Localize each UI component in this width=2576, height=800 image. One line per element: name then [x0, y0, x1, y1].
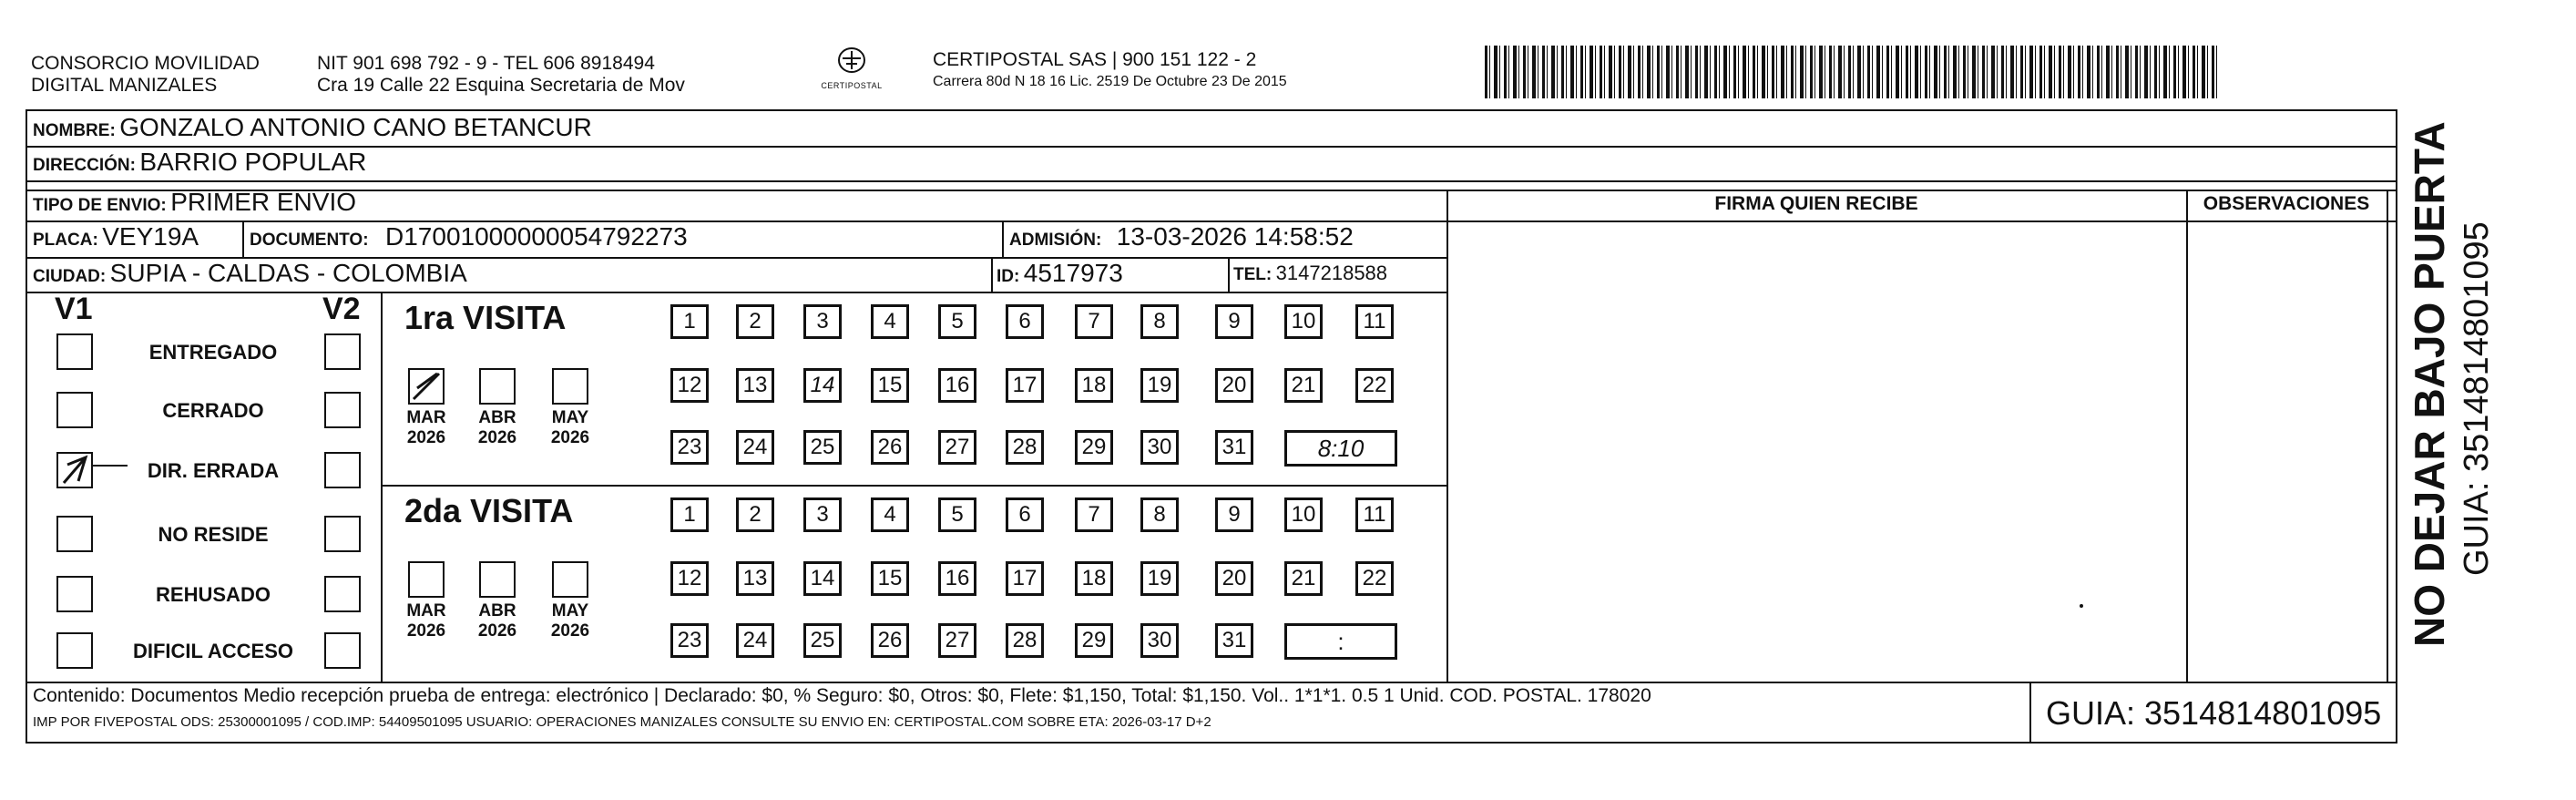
month-year: 2026 — [406, 428, 446, 447]
v1-checkbox[interactable] — [56, 452, 93, 488]
visit-title: 2da VISITA — [404, 492, 574, 529]
day-box[interactable]: 9 — [1215, 304, 1253, 339]
admision-label: ADMISIÓN: — [1009, 231, 1102, 250]
month-name: ABR — [478, 408, 516, 427]
day-box[interactable]: 28 — [1006, 623, 1044, 658]
status-label: DIFICIL ACCESO — [132, 640, 293, 662]
day-box[interactable]: 16 — [938, 561, 976, 596]
carrier-address: Carrera 80d N 18 16 Lic. 2519 De Octubre 23 De 2015 — [933, 74, 1287, 89]
day-box[interactable]: 26 — [871, 623, 909, 658]
ciudad-value: SUPIA - CALDAS - COLOMBIA — [109, 259, 467, 287]
v1-checkbox[interactable] — [56, 632, 93, 669]
day-box[interactable]: 2 — [736, 497, 774, 532]
tel-value: 3147218588 — [1275, 262, 1388, 284]
day-box[interactable]: 31 — [1215, 430, 1253, 465]
day-box[interactable]: 8 — [1140, 304, 1179, 339]
day-box[interactable]: 6 — [1006, 304, 1044, 339]
month-label — [470, 601, 525, 641]
day-box[interactable]: 9 — [1215, 497, 1253, 532]
day-box[interactable]: 11 — [1355, 304, 1394, 339]
visit-title: 1ra VISITA — [404, 299, 567, 336]
placa-field — [33, 222, 199, 256]
status-label: DIR. ERRADA — [147, 459, 280, 482]
admision-field — [1009, 222, 1354, 256]
nit-line: NIT 901 698 792 - 9 - TEL 606 8918494 — [317, 53, 655, 74]
day-box[interactable]: 23 — [670, 430, 709, 465]
direccion-value: BARRIO POPULAR — [139, 148, 367, 176]
month-label — [543, 601, 598, 641]
company-name — [31, 53, 260, 97]
day-box[interactable]: 18 — [1075, 368, 1113, 403]
day-box[interactable]: 27 — [938, 430, 976, 465]
company-line-1: CONSORCIO MOVILIDAD — [31, 53, 260, 74]
v2-header: V2 — [322, 292, 361, 326]
day-box[interactable]: 5 — [938, 304, 976, 339]
day-box[interactable]: 15 — [871, 561, 909, 596]
placa-value: VEY19A — [102, 222, 199, 251]
day-box[interactable]: 16 — [938, 368, 976, 403]
day-box[interactable]: 7 — [1075, 304, 1113, 339]
documento-value: D17001000000054792273 — [385, 222, 688, 251]
day-box[interactable]: 14 — [803, 561, 842, 596]
day-box[interactable]: 15 — [871, 368, 909, 403]
month-year: 2026 — [477, 621, 517, 641]
scan-dot — [2080, 604, 2083, 608]
v2-checkbox[interactable] — [324, 333, 361, 370]
v1-header: V1 — [55, 292, 93, 326]
barcode — [1485, 46, 2221, 98]
day-box[interactable]: 30 — [1140, 623, 1179, 658]
day-box[interactable]: 18 — [1075, 561, 1113, 596]
checkmark-icon — [410, 370, 443, 403]
day-box[interactable]: 17 — [1006, 561, 1044, 596]
status-label: ENTREGADO — [148, 341, 278, 364]
day-box[interactable]: 28 — [1006, 430, 1044, 465]
month-checkbox[interactable] — [479, 561, 516, 598]
month-name: ABR — [478, 601, 516, 621]
logo-text: CERTIPOSTAL — [821, 81, 883, 90]
day-box[interactable]: 1 — [670, 497, 709, 532]
v1-checkbox[interactable] — [56, 392, 93, 428]
day-box[interactable]: 27 — [938, 623, 976, 658]
certipostal-logo — [811, 46, 893, 90]
hour-box[interactable]: : — [1284, 623, 1397, 660]
day-box[interactable]: 19 — [1140, 368, 1179, 403]
day-box[interactable]: 1 — [670, 304, 709, 339]
month-year: 2026 — [550, 621, 590, 641]
documento-label: DOCUMENTO: — [250, 231, 369, 250]
tel-label: TEL: — [1233, 265, 1273, 284]
day-box[interactable]: 22 — [1355, 561, 1394, 596]
day-box[interactable]: 14 — [803, 368, 842, 403]
observaciones-header: OBSERVACIONES — [2203, 193, 2370, 214]
day-box[interactable]: 29 — [1075, 430, 1113, 465]
month-label — [543, 408, 598, 448]
month-checkbox[interactable] — [552, 368, 588, 405]
ciudad-field — [33, 259, 467, 292]
v2-checkbox[interactable] — [324, 632, 361, 669]
month-year: 2026 — [550, 428, 590, 447]
month-checkbox[interactable] — [408, 561, 445, 598]
tipo-row — [33, 188, 356, 221]
day-box[interactable]: 6 — [1006, 497, 1044, 532]
id-field — [997, 259, 1123, 292]
id-label: ID: — [997, 267, 1020, 286]
v1-checkbox[interactable] — [56, 576, 93, 612]
day-box[interactable]: 29 — [1075, 623, 1113, 658]
carrier-line: CERTIPOSTAL SAS | 900 151 122 - 2 — [933, 49, 1257, 70]
month-checkbox[interactable] — [408, 368, 445, 405]
day-box[interactable]: 12 — [670, 561, 709, 596]
nombre-label: NOMBRE: — [33, 121, 116, 140]
day-box[interactable]: 12 — [670, 368, 709, 403]
day-box[interactable]: 24 — [736, 623, 774, 658]
hour-box[interactable]: 8:10 — [1284, 430, 1397, 467]
tipo-label: TIPO DE ENVIO: — [33, 196, 167, 215]
id-value: 4517973 — [1023, 259, 1123, 287]
day-box[interactable]: 13 — [736, 368, 774, 403]
footer-guia: GUIA: 3514814801095 — [2046, 694, 2382, 732]
day-box[interactable]: 10 — [1284, 304, 1323, 339]
placa-label: PLACA: — [33, 231, 98, 250]
no-dejar-notice: NO DEJAR BAJO PUERTA — [2406, 121, 2453, 647]
contenido-text: Contenido: Documentos Medio recepción prueba de entrega: electrónico | Declarado: $0, % Seguro: $0, Otros: $0, Flete: $1,150, Total: $1,150. Vol.. 1*1*1. 0.5 1 Unid. COD. POSTAL. 178020 — [33, 685, 1651, 706]
month-name: MAY — [551, 601, 589, 621]
tipo-value: PRIMER ENVIO — [170, 188, 357, 216]
day-box[interactable]: 4 — [871, 304, 909, 339]
status-label: CERRADO — [162, 399, 264, 422]
day-box[interactable]: 20 — [1215, 368, 1253, 403]
day-box[interactable]: 13 — [736, 561, 774, 596]
status-label: REHUSADO — [156, 583, 271, 606]
month-checkbox[interactable] — [552, 561, 588, 598]
company-line-2: DIGITAL MANIZALES — [31, 75, 218, 96]
day-box[interactable]: 10 — [1284, 497, 1323, 532]
v2-checkbox[interactable] — [324, 516, 361, 552]
admision-value: 13-03-2026 14:58:52 — [1116, 222, 1354, 251]
day-box[interactable]: 23 — [670, 623, 709, 658]
firma-header: FIRMA QUIEN RECIBE — [1714, 193, 1918, 214]
day-box[interactable]: 11 — [1355, 497, 1394, 532]
day-box[interactable]: 3 — [803, 304, 842, 339]
v2-checkbox[interactable] — [324, 392, 361, 428]
day-box[interactable]: 30 — [1140, 430, 1179, 465]
month-year: 2026 — [477, 428, 517, 447]
documento-field — [250, 222, 688, 256]
day-box[interactable]: 22 — [1355, 368, 1394, 403]
day-box[interactable]: 21 — [1284, 561, 1323, 596]
day-box[interactable]: 19 — [1140, 561, 1179, 596]
day-box[interactable]: 24 — [736, 430, 774, 465]
direccion-row — [33, 148, 366, 181]
v1-checkbox[interactable] — [56, 516, 93, 552]
day-box[interactable]: 31 — [1215, 623, 1253, 658]
tel-field — [1233, 259, 1387, 291]
checkmark-icon — [58, 454, 91, 487]
logo-icon — [833, 46, 870, 77]
day-box[interactable]: 5 — [938, 497, 976, 532]
nombre-value: GONZALO ANTONIO CANO BETANCUR — [119, 113, 592, 141]
v2-checkbox[interactable] — [324, 452, 361, 488]
day-box[interactable]: 2 — [736, 304, 774, 339]
day-box[interactable]: 26 — [871, 430, 909, 465]
day-box[interactable]: 21 — [1284, 368, 1323, 403]
imp-text: IMP POR FIVEPOSTAL ODS: 25300001095 / COD.IMP: 54409501095 USUARIO: OPERACIONES MANIZALES CONSULTE SU ENVIO EN: CERTIPOSTAL.COM SOBRE ETA: 2026-03-17 D+2 — [33, 714, 1211, 730]
day-box[interactable]: 8 — [1140, 497, 1179, 532]
v1-checkbox[interactable] — [56, 333, 93, 370]
month-label — [399, 408, 454, 448]
day-box[interactable]: 4 — [871, 497, 909, 532]
month-label — [399, 601, 454, 641]
nombre-row — [33, 113, 592, 147]
day-box[interactable]: 7 — [1075, 497, 1113, 532]
day-box[interactable]: 20 — [1215, 561, 1253, 596]
side-guia: GUIA: 3514814801095 — [2458, 221, 2496, 576]
day-box[interactable]: 3 — [803, 497, 842, 532]
month-label — [470, 408, 525, 448]
month-checkbox[interactable] — [479, 368, 516, 405]
address-line: Cra 19 Calle 22 Esquina Secretaria de Mov — [317, 75, 685, 96]
v2-checkbox[interactable] — [324, 576, 361, 612]
direccion-label: DIRECCIÓN: — [33, 156, 136, 175]
company-contact — [317, 53, 685, 97]
month-name: MAR — [406, 601, 446, 621]
month-year: 2026 — [406, 621, 446, 641]
day-box[interactable]: 25 — [803, 430, 842, 465]
month-name: MAY — [551, 408, 589, 427]
carrier-info — [933, 49, 1287, 93]
day-box[interactable]: 17 — [1006, 368, 1044, 403]
ciudad-label: CIUDAD: — [33, 267, 107, 286]
status-label: NO RESIDE — [158, 523, 269, 546]
month-name: MAR — [406, 408, 446, 427]
day-box[interactable]: 25 — [803, 623, 842, 658]
